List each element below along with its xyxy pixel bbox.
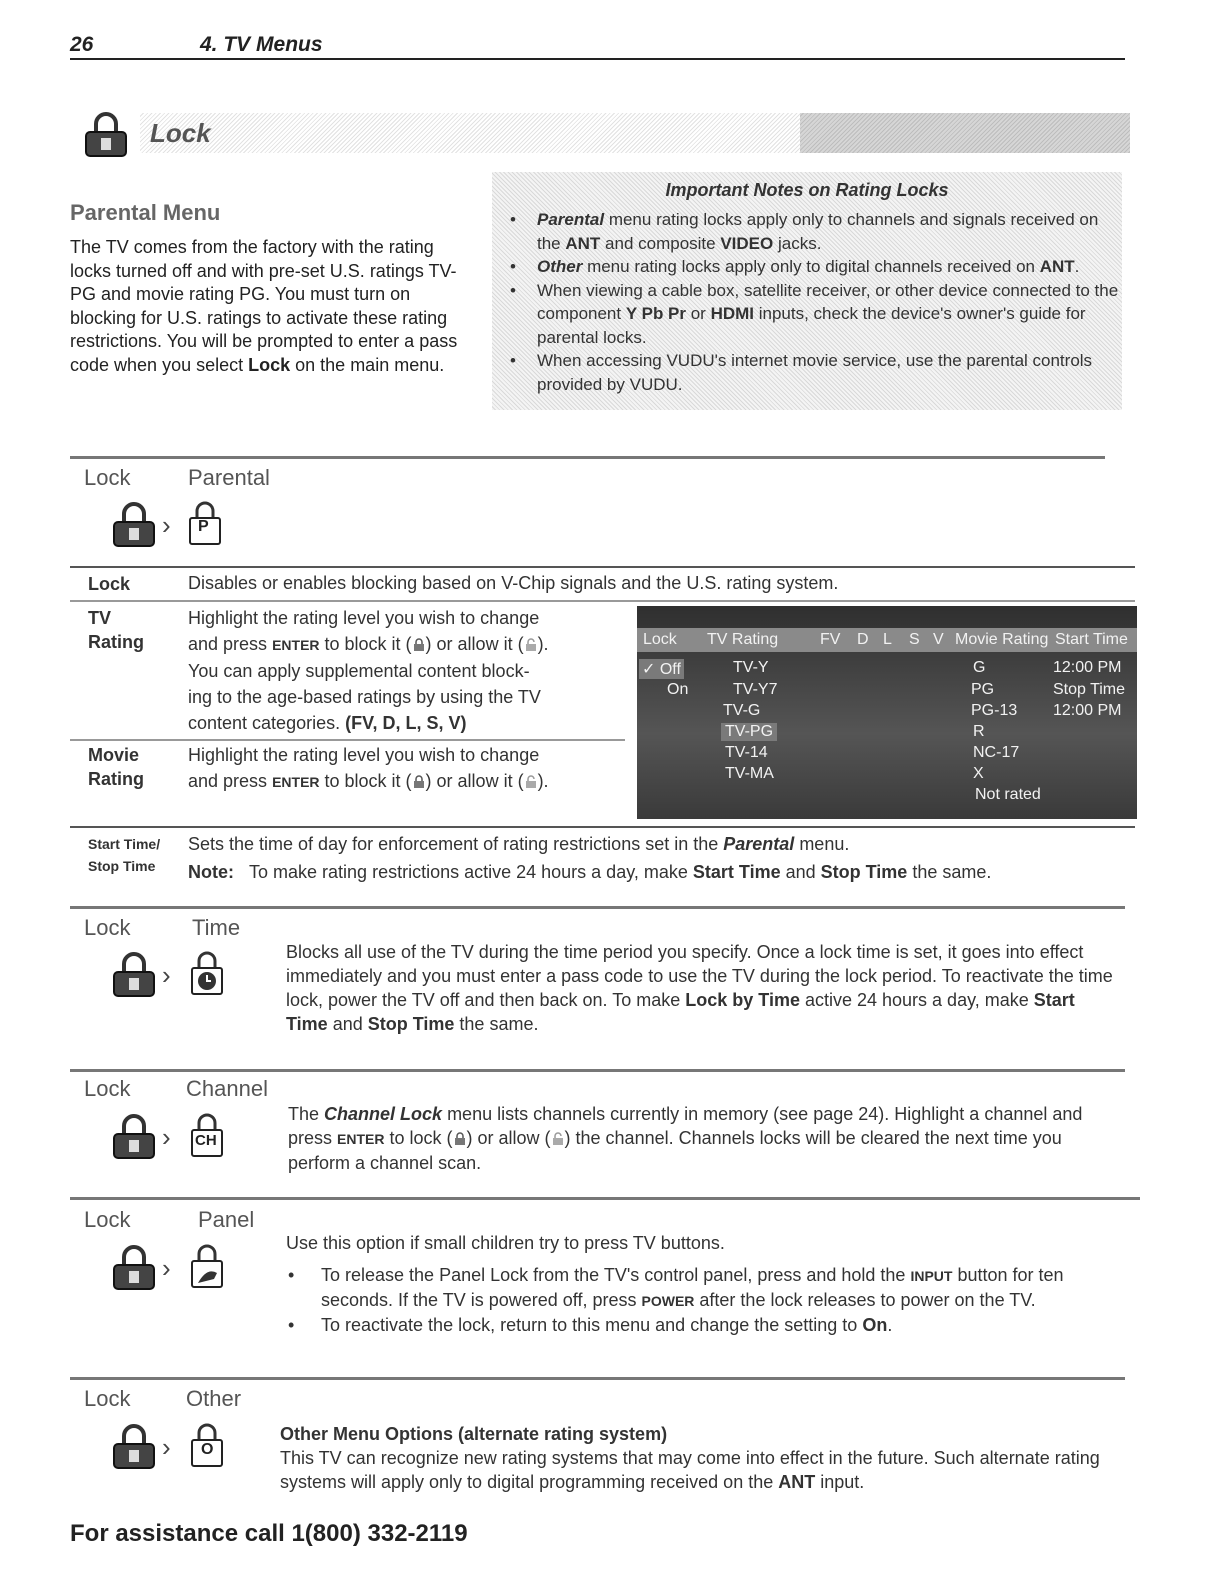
tv-col-header: FV <box>820 631 841 648</box>
movie-rating-item: G <box>973 659 986 676</box>
tv-col-header: Movie Rating <box>955 631 1049 648</box>
table-rule <box>70 600 1135 602</box>
lock-banner-shade <box>800 113 1130 153</box>
chevron-right-icon: › <box>162 1432 171 1462</box>
row-text-movie-rating: Highlight the rating level you wish to change and press ENTER to block it ( ) or allow it ( ). <box>188 745 549 791</box>
tv-col-header: Start Time <box>1055 631 1128 648</box>
tv-col-header: D <box>857 631 869 648</box>
other-text: This TV can recognize new rating systems that may come into effect in the future. Such alternate rating systems will apply only to digital programming received on the ANT input. <box>280 1448 1100 1492</box>
lock-icon <box>112 1243 156 1291</box>
unlocked-icon <box>524 637 538 652</box>
menu-label-lock: Lock <box>84 915 131 940</box>
movie-rating-item: Not rated <box>975 786 1041 803</box>
chevron-right-icon: › <box>162 510 171 540</box>
row-text-time: Sets the time of day for enforcement of rating restrictions set in the Parental menu. <box>188 834 850 854</box>
unlocked-icon <box>524 774 538 789</box>
other-icon-letter: O <box>201 1441 214 1458</box>
parental-intro: The TV comes from the factory with the rating locks turned off and with pre-set U.S. ratings TV-PG and movie rating PG. You must turn on blocking for U.S. ratings to activate these rating restrictions. You will be prompted to enter a pass code when you select Lock on the main menu. <box>70 237 458 375</box>
page-number: 26 <box>70 33 94 56</box>
chevron-right-icon: › <box>162 960 171 990</box>
parental-icon-letter: P <box>198 518 209 535</box>
locked-icon <box>453 1131 467 1146</box>
menu-label-other: Other <box>186 1386 242 1411</box>
row-label-lock: Lock <box>88 574 131 594</box>
menu-label-time: Time <box>192 915 241 940</box>
panel-bullet: • To release the Panel Lock from the TV's control panel, press and hold the INPUT button for ten seconds. If the TV is powered off, press POWER after the lock releases to power on the TV. <box>288 1265 1064 1310</box>
chevron-right-icon: › <box>162 1122 171 1152</box>
tv-start-time-value: 12:00 PM <box>1053 659 1122 676</box>
note-item: • When accessing VUDU's internet movie service, use the parental controls provided by VUDU. <box>504 349 1119 396</box>
tv-col-header: Lock <box>643 631 677 648</box>
rating-notes-box <box>492 172 1122 410</box>
tv-rating-item: TV-G <box>723 702 761 719</box>
note-item: • Other menu rating locks apply only to digital channels received on ANT. <box>504 255 1119 279</box>
section-rule <box>70 1069 1125 1072</box>
menu-label-lock: Lock <box>84 1386 131 1411</box>
lock-icon <box>112 1112 156 1160</box>
lock-icon <box>84 110 128 158</box>
movie-rating-item: NC-17 <box>973 744 1020 761</box>
tv-stop-time-label: Stop Time <box>1053 681 1126 698</box>
panel-lock-text: Use this option if small children try to press TV buttons. • To release the Panel Lock from the TV's control panel, press and hold the INPUT button for ten seconds. If the TV is powered off, press POWER after the lock releases to power on the TV. • To reactivate the lock, return to this menu and change the setting to On. <box>286 1231 1126 1337</box>
section-rule <box>70 1197 1140 1200</box>
note-item: • Parental menu rating locks apply only to channels and signals received on the ANT and composite VIDEO jacks. <box>504 208 1119 255</box>
lock-icon <box>112 500 156 548</box>
table-rule <box>70 566 1135 568</box>
menu-label-lock: Lock <box>84 465 131 490</box>
lock-icon <box>112 1422 156 1470</box>
movie-rating-item: R <box>973 723 985 740</box>
movie-rating-item: PG-13 <box>971 702 1018 719</box>
tv-col-header: TV Rating <box>707 631 779 648</box>
tv-col-header: S <box>909 631 920 648</box>
tv-rating-item: TV-PG <box>721 723 777 741</box>
tv-col-header: L <box>883 631 892 648</box>
menu-label-lock: Lock <box>84 1207 131 1232</box>
channel-icon-letters: CH <box>195 1132 217 1149</box>
tv-rating-item: TV-Y7 <box>733 681 778 698</box>
movie-rating-item: X <box>973 765 984 782</box>
lock-icon <box>112 950 156 998</box>
notes-title: Important Notes on Rating Locks <box>665 180 949 200</box>
section-rule <box>70 1377 1125 1380</box>
panel-bullet: • To reactivate the lock, return to this menu and change the setting to On. <box>288 1315 893 1335</box>
assistance-footer: For assistance call 1(800) 332-2119 <box>70 1520 468 1547</box>
tv-rating-item: TV-MA <box>725 765 774 782</box>
other-heading: Other Menu Options (alternate rating system) <box>280 1424 668 1444</box>
time-lock-text: Blocks all use of the TV during the time period you specify. Once a lock time is set, it goes into effect immediately and you must enter a pass code to use the TV during the lock period. To reactivate the time lock, power the TV off and then back on. To make Lock by Time active 24 hours a day, make Start Time and Stop Time the same. <box>286 942 1113 1034</box>
tv-parental-screenshot <box>637 606 1137 819</box>
locked-icon <box>412 637 426 652</box>
banner-title: Lock <box>150 118 211 148</box>
parental-menu-title: Parental Menu <box>70 200 221 225</box>
row-label-movie: Movie Rating <box>88 745 144 789</box>
note-item: • When viewing a cable box, satellite receiver, or other device connected to the component Y Pb Pr or HDMI inputs, check the device's owner's guide for parental locks. <box>504 279 1119 350</box>
locked-icon <box>412 774 426 789</box>
panel-lock-icon <box>190 1243 224 1289</box>
row-text-tv-rating: Highlight the rating level you wish to change and press ENTER to block it ( ) or allow it ( ). You can apply supplemental content block- ing to the age-based ratings by using the TV content categories. (FV, D, L, S, V) <box>188 608 549 733</box>
chapter-title: 4. TV Menus <box>200 33 323 56</box>
channel-lock-text: The Channel Lock menu lists channels currently in memory (see page 24). Highlight a channel and press ENTER to lock ( ) or allow ( ) the channel. Channels locks will be cleared the next time you perform a channel scan. <box>288 1104 1083 1173</box>
chevron-right-icon: › <box>162 1253 171 1283</box>
movie-rating-item: PG <box>971 681 995 698</box>
row-text-lock: Disables or enables blocking based on V-Chip signals and the U.S. rating system. <box>188 573 839 593</box>
table-rule <box>70 739 625 741</box>
table-rule <box>70 826 1135 828</box>
tv-col-header: V <box>933 631 944 648</box>
clock-lock-icon <box>190 950 224 996</box>
tv-rating-item: TV-14 <box>725 744 768 761</box>
header-rule <box>70 58 1125 60</box>
row-label-time: Start Time/ Stop Time <box>88 836 161 874</box>
menu-label-channel: Channel <box>186 1076 268 1101</box>
tv-lock-option: On <box>667 681 689 698</box>
menu-label-parental: Parental <box>188 465 270 490</box>
menu-label-panel: Panel <box>198 1207 255 1232</box>
tv-lock-option-selected: ✓ Off <box>639 659 684 679</box>
section-rule <box>70 906 1125 909</box>
tv-rating-item: TV-Y <box>733 659 769 676</box>
note-time: Note: To make rating restrictions active 24 hours a day, make Start Time and Stop Time the same. <box>188 862 992 882</box>
tv-stop-time-value: 12:00 PM <box>1053 702 1122 719</box>
section-rule <box>70 456 1105 459</box>
menu-label-lock: Lock <box>84 1076 131 1101</box>
row-label-tv: TV Rating <box>88 608 144 652</box>
unlocked-icon <box>551 1131 565 1146</box>
